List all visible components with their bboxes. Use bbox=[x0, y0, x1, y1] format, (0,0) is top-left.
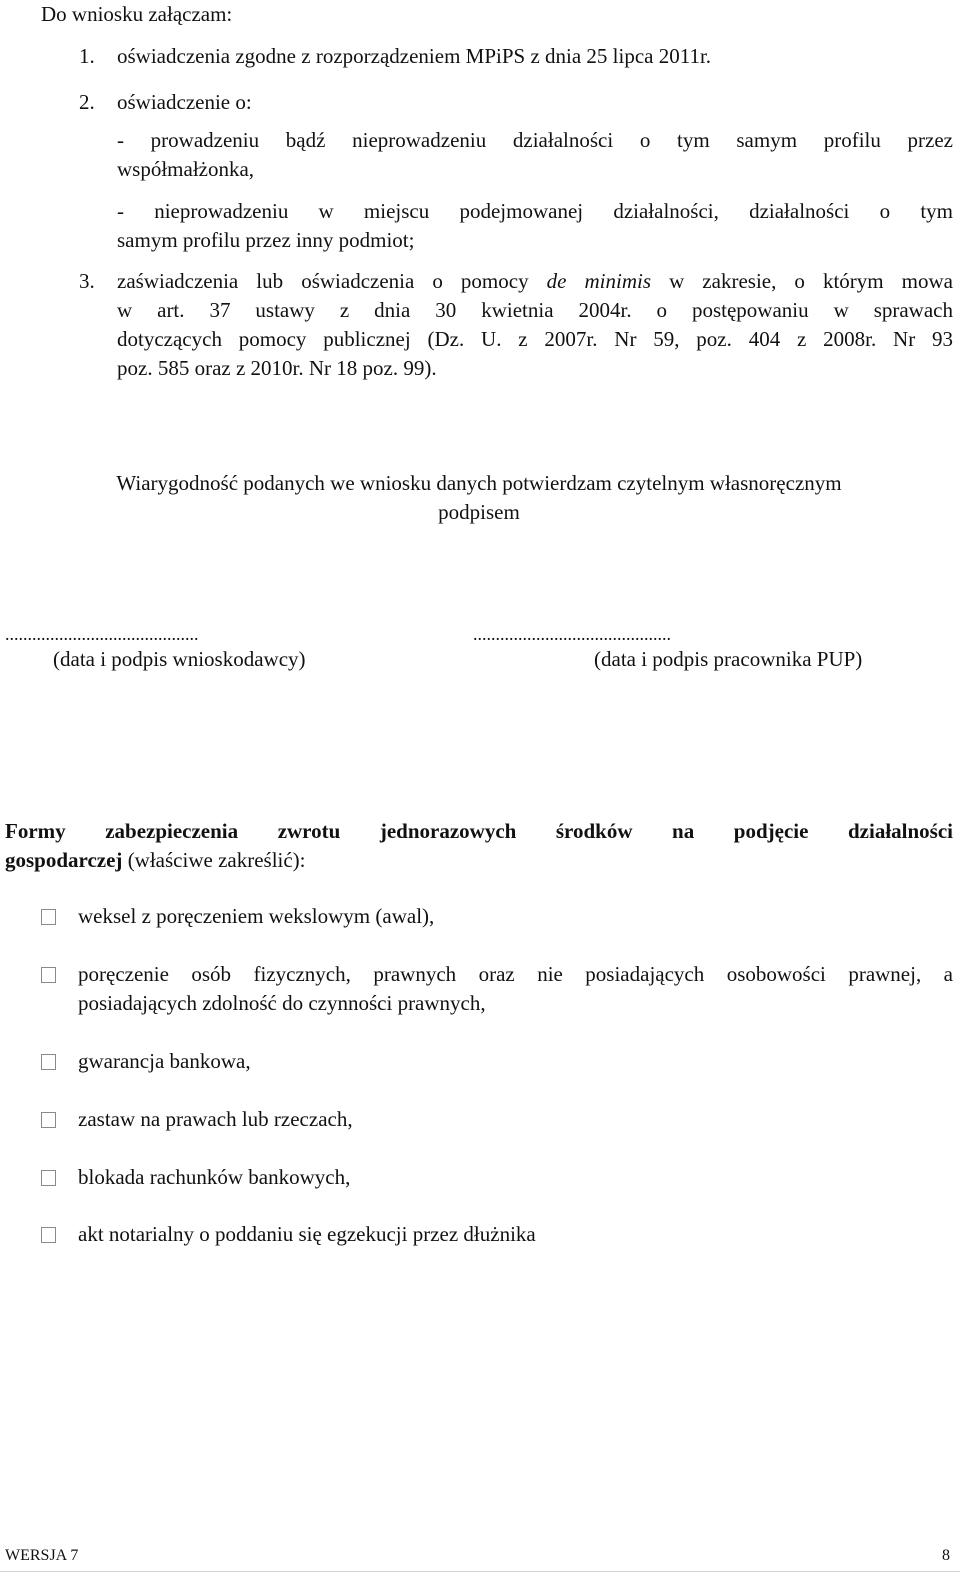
checkbox[interactable] bbox=[41, 1112, 56, 1128]
option-label: zastaw na prawach lub rzeczach, bbox=[78, 1107, 353, 1131]
page-number: 8 bbox=[942, 1547, 950, 1564]
checkbox[interactable] bbox=[41, 1054, 56, 1070]
item-3-line-1-end: w zakresie, o którym mowa bbox=[651, 269, 953, 293]
forms-title-line-2 bbox=[5, 846, 306, 875]
item-text: oświadczenie o: bbox=[117, 90, 252, 114]
option-label-line-1: poręczenie osób fizycznych, prawnych oraz nie posiadających osobowości prawnej, a bbox=[78, 962, 953, 986]
checkbox[interactable] bbox=[41, 909, 56, 925]
sub-item-2-line-1: - nieprowadzeniu w miejscu podejmowanej działalności, działalności o tym bbox=[117, 199, 953, 223]
forms-title-bold-2: gospodarczej bbox=[5, 848, 123, 872]
sub-item-1-line-1: - prowadzeniu bądź nieprowadzeniu działalności o tym samym profilu przez bbox=[117, 128, 953, 152]
option-label-line-2: posiadających zdolność do czynności prawnych, bbox=[78, 991, 486, 1015]
option-label: gwarancja bankowa, bbox=[78, 1049, 251, 1073]
signature-line-applicant: ........................................... bbox=[5, 624, 199, 644]
declaration-line-1: Wiarygodność podanych we wniosku danych potwierdzam czytelnym własnoręcznym bbox=[116, 471, 842, 495]
sub-item-1-line-2: współmałżonka, bbox=[117, 157, 255, 181]
footer-version: WERSJA 7 bbox=[5, 1547, 79, 1564]
forms-title-note: (właściwe zakreślić): bbox=[122, 848, 306, 872]
forms-title-line-1 bbox=[5, 817, 953, 846]
signature-caption-employee: (data i podpis pracownika PUP) bbox=[594, 647, 863, 671]
item-3-italic-term: de minimis bbox=[546, 269, 652, 293]
forms-title-bold-1: Formy zabezpieczenia zwrotu jednorazowych środków na podjęcie działalności bbox=[5, 819, 953, 843]
checkbox[interactable] bbox=[41, 1227, 56, 1243]
item-number: 2. bbox=[79, 90, 95, 114]
item-text: oświadczenia zgodne z rozporządzeniem MPiPS z dnia 25 lipca 2011r. bbox=[117, 44, 712, 68]
signature-caption-applicant: (data i podpis wnioskodawcy) bbox=[53, 647, 306, 671]
declaration-line-2: podpisem bbox=[438, 500, 520, 524]
option-label: blokada rachunków bankowych, bbox=[78, 1165, 351, 1189]
item-number: 1. bbox=[79, 44, 95, 68]
checkbox[interactable] bbox=[41, 967, 56, 983]
option-label: akt notarialny o poddaniu się egzekucji przez dłużnika bbox=[78, 1222, 536, 1246]
attachments-heading: Do wniosku załączam: bbox=[41, 2, 233, 26]
sub-item-2-line-2: samym profilu przez inny podmiot; bbox=[117, 228, 415, 252]
checkbox[interactable] bbox=[41, 1170, 56, 1186]
item-3-line-1-start: zaświadczenia lub oświadczenia o pomocy bbox=[117, 269, 547, 293]
signature-line-employee: ............................................ bbox=[473, 624, 671, 644]
option-label: weksel z poręczeniem wekslowym (awal), bbox=[78, 904, 435, 928]
footer-divider bbox=[0, 1571, 960, 1572]
item-3-line-1 bbox=[117, 267, 953, 296]
item-number: 3. bbox=[79, 269, 95, 293]
item-3-line-4: poz. 585 oraz z 2010r. Nr 18 poz. 99). bbox=[117, 356, 437, 380]
item-3-line-3: dotyczących pomocy publicznej (Dz. U. z 2007r. Nr 59, poz. 404 z 2008r. Nr 93 bbox=[117, 327, 953, 351]
item-3-line-2: w art. 37 ustawy z dnia 30 kwietnia 2004r. o postępowaniu w sprawach bbox=[117, 298, 953, 322]
